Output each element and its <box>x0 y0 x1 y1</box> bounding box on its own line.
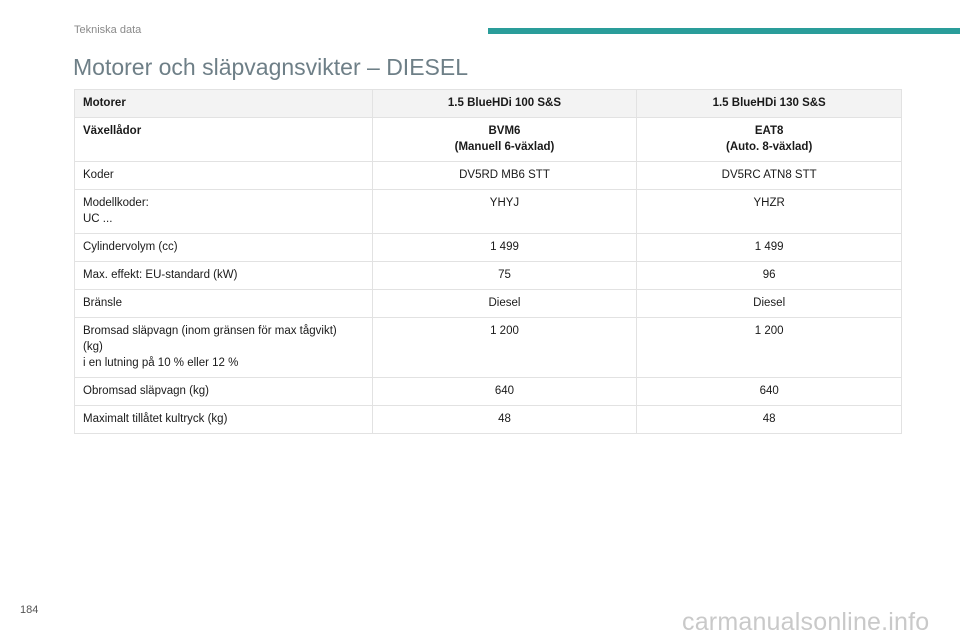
table-row-fuel <box>75 290 902 318</box>
table-row-unbraked-trailer <box>75 378 902 406</box>
header-engines: Motorer <box>75 90 373 118</box>
table-row-nose-weight <box>75 406 902 434</box>
row-label: Cylindervolym (cc) <box>75 234 373 262</box>
cell-engine-130: Diesel <box>637 290 902 318</box>
table-row-codes <box>75 162 902 190</box>
cell-engine-100: 640 <box>372 378 637 406</box>
cell-engine-100: 48 <box>372 406 637 434</box>
row-label: Bromsad släpvagn (inom gränsen för max tågvikt) (kg) i en lutning på 10 % eller 12 % <box>75 318 373 378</box>
row-label: Max. effekt: EU-standard (kW) <box>75 262 373 290</box>
row-label: Koder <box>75 162 373 190</box>
table-header-row <box>75 90 902 118</box>
header-accent-bar <box>488 28 960 34</box>
cell-engine-100: BVM6 (Manuell 6-växlad) <box>372 118 637 162</box>
cell-engine-100: DV5RD MB6 STT <box>372 162 637 190</box>
row-label: Växellådor <box>75 118 373 162</box>
section-label: Tekniska data <box>74 24 142 36</box>
table-row-displacement <box>75 234 902 262</box>
row-label: Modellkoder: UC ... <box>75 190 373 234</box>
cell-engine-100: 1 200 <box>372 318 637 378</box>
cell-engine-130: 48 <box>637 406 902 434</box>
table-row-braked-trailer <box>75 318 902 378</box>
header-engine-100: 1.5 BlueHDi 100 S&S <box>372 90 637 118</box>
table-row-gearbox <box>75 118 902 162</box>
cell-engine-130: 640 <box>637 378 902 406</box>
cell-engine-130: 1 499 <box>637 234 902 262</box>
row-label: Bränsle <box>75 290 373 318</box>
cell-engine-130: EAT8 (Auto. 8-växlad) <box>637 118 902 162</box>
page-number: 184 <box>20 604 39 616</box>
watermark: carmanualsonline.info <box>682 608 930 636</box>
row-label: Obromsad släpvagn (kg) <box>75 378 373 406</box>
header-engine-130: 1.5 BlueHDi 130 S&S <box>637 90 902 118</box>
cell-engine-130: 1 200 <box>637 318 902 378</box>
cell-engine-130: YHZR <box>637 190 902 234</box>
engine-spec-table <box>74 89 902 434</box>
cell-engine-100: 75 <box>372 262 637 290</box>
cell-engine-100: Diesel <box>372 290 637 318</box>
cell-engine-100: YHYJ <box>372 190 637 234</box>
row-label: Maximalt tillåtet kultryck (kg) <box>75 406 373 434</box>
cell-engine-130: 96 <box>637 262 902 290</box>
cell-engine-100: 1 499 <box>372 234 637 262</box>
cell-engine-130: DV5RC ATN8 STT <box>637 162 902 190</box>
table-row-max-power <box>75 262 902 290</box>
table-row-model-codes <box>75 190 902 234</box>
page-title: Motorer och släpvagnsvikter – DIESEL <box>73 54 469 80</box>
